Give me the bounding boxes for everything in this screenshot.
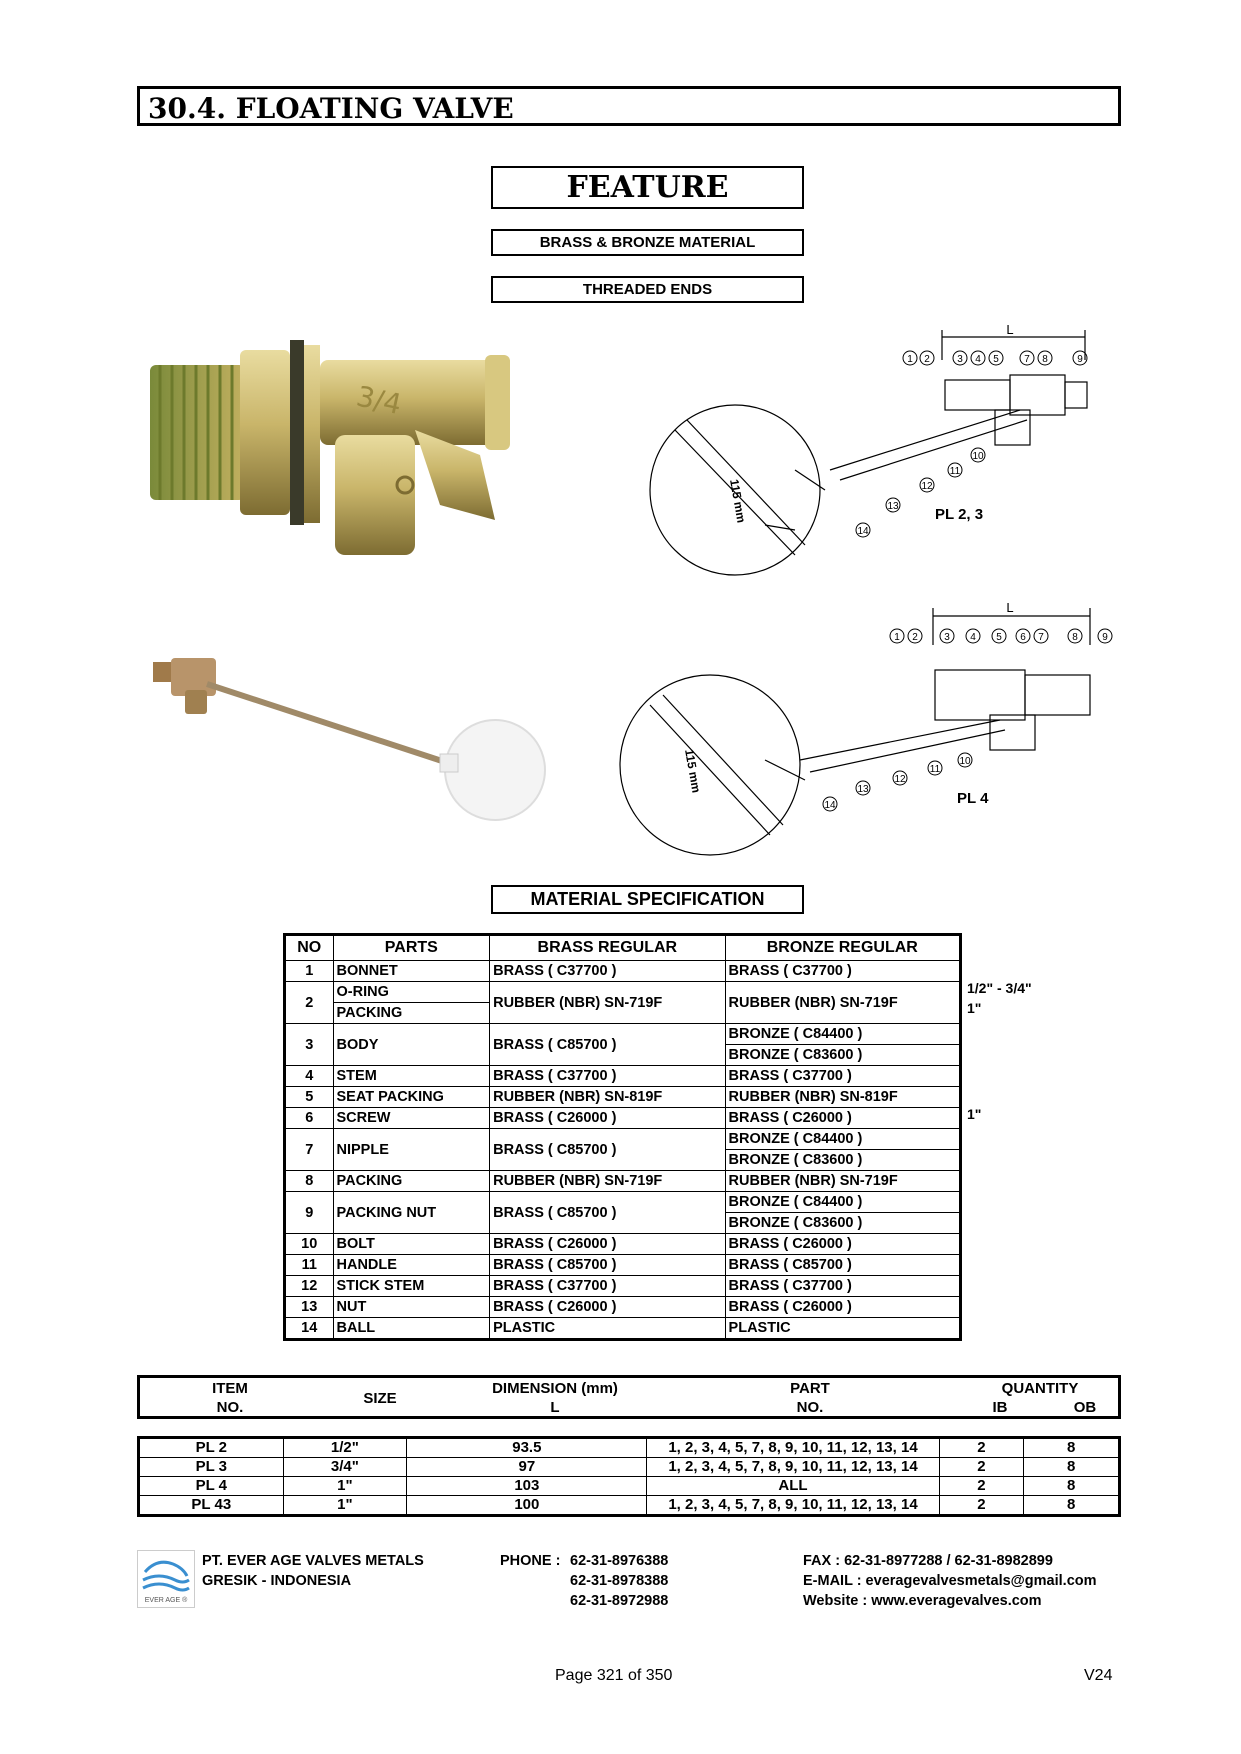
phone-2: 62-31-8978388 (570, 1573, 669, 1589)
item-no: PL 3 (139, 1458, 284, 1477)
row-part: HANDLE (333, 1255, 490, 1276)
balloon-13: 13 (887, 501, 899, 512)
row-part: BODY (333, 1024, 490, 1066)
row-no: 6 (285, 1108, 334, 1129)
note-screw-size: 1" (967, 1106, 982, 1122)
row-part: STICK STEM (333, 1276, 490, 1297)
material-spec-table (283, 933, 962, 1341)
item-ob: 8 (1024, 1477, 1120, 1496)
balloon-11: 11 (949, 466, 961, 477)
row-brass: BRASS ( C37700 ) (490, 1066, 725, 1087)
ball-marking-bottom: 115 mm (682, 748, 704, 794)
item-dimension: 93.5 (407, 1438, 647, 1458)
table-row (285, 1234, 961, 1255)
col-header-parts: PARTS (333, 935, 490, 961)
dim-label-top: L (1006, 322, 1014, 337)
hdr-dimension-l: L (550, 1399, 560, 1416)
hdr-part: PART (790, 1380, 830, 1397)
table-row (285, 961, 961, 982)
row-part: NIPPLE (333, 1129, 490, 1171)
row-brass: BRASS ( C85700 ) (490, 1129, 725, 1171)
row-bronze: BRASS ( C37700 ) (725, 1066, 960, 1087)
balloon-b14: 14 (824, 800, 836, 811)
col-header-no: NO (285, 935, 334, 961)
balloon-b8: 8 (1072, 632, 1078, 643)
item-table-header (137, 1375, 1121, 1419)
row-brass: RUBBER (NBR) SN-719F (490, 1171, 725, 1192)
row-bronze: BRONZE ( C83600 ) (725, 1045, 960, 1066)
item-dimension: 100 (407, 1496, 647, 1516)
valve-photo (140, 335, 560, 565)
row-no: 7 (285, 1129, 334, 1171)
item-no: PL 2 (139, 1438, 284, 1458)
table-row (285, 1066, 961, 1087)
hdr-quantity: QUANTITY (1001, 1380, 1079, 1397)
hdr-dimension: DIMENSION (mm) (492, 1380, 618, 1397)
section-title: 30.4. FLOATING VALVE (148, 92, 514, 125)
row-no: 13 (285, 1297, 334, 1318)
row-brass: BRASS ( C26000 ) (490, 1234, 725, 1255)
row-brass: BRASS ( C85700 ) (490, 1024, 725, 1066)
row-brass: BRASS ( C85700 ) (490, 1192, 725, 1234)
item-dimension: 103 (407, 1477, 647, 1496)
item-size: 1/2" (283, 1438, 407, 1458)
balloon-b13: 13 (857, 784, 869, 795)
row-part: BONNET (333, 961, 490, 982)
balloon-b10: 10 (959, 756, 971, 767)
logo-text: EVER AGE ® (144, 1597, 188, 1604)
item-ib: 2 (939, 1438, 1024, 1458)
balloon-b7: 7 (1038, 632, 1044, 643)
balloon-5: 5 (993, 354, 999, 365)
drawing-pl4 (605, 590, 1125, 860)
item-no: PL 4 (139, 1477, 284, 1496)
email[interactable]: E-MAIL : everagevalvesmetals@gmail.com (803, 1573, 1097, 1589)
website[interactable]: Website : www.everagevalves.com (803, 1593, 1042, 1609)
row-bronze: BRASS ( C85700 ) (725, 1255, 960, 1276)
balloon-b3: 3 (944, 632, 950, 643)
row-bronze: BRONZE ( C83600 ) (725, 1150, 960, 1171)
table-row (139, 1438, 1120, 1458)
item-ib: 2 (939, 1496, 1024, 1516)
row-no: 3 (285, 1024, 334, 1066)
balloon-b5: 5 (996, 632, 1002, 643)
row-bronze: BRASS ( C37700 ) (725, 1276, 960, 1297)
balloon-12: 12 (921, 481, 933, 492)
label-pl4: PL 4 (957, 790, 989, 807)
phone-label: PHONE : (500, 1553, 561, 1569)
row-bronze: BRONZE ( C84400 ) (725, 1024, 960, 1045)
label-pl2-3: PL 2, 3 (935, 506, 984, 523)
float-ball-photo (145, 650, 565, 850)
item-size: 3/4" (283, 1458, 407, 1477)
row-no: 10 (285, 1234, 334, 1255)
item-ib: 2 (939, 1458, 1024, 1477)
table-row (285, 1129, 961, 1150)
version: V24 (1084, 1667, 1113, 1684)
hdr-size: SIZE (363, 1390, 397, 1407)
col-header-brass: BRASS REGULAR (490, 935, 725, 961)
item-parts: 1, 2, 3, 4, 5, 7, 8, 9, 10, 11, 12, 13, 14 (647, 1496, 939, 1516)
row-part: PACKING (333, 1171, 490, 1192)
row-no: 5 (285, 1087, 334, 1108)
fax: FAX : 62-31-8977288 / 62-31-8982899 (803, 1553, 1053, 1569)
table-row (139, 1477, 1120, 1496)
col-header-bronze: BRONZE REGULAR (725, 935, 960, 961)
hdr-item: ITEM (212, 1380, 248, 1397)
row-no: 14 (285, 1318, 334, 1340)
phone-1: 62-31-8976388 (570, 1553, 669, 1569)
row-bronze: PLASTIC (725, 1318, 960, 1340)
row-bronze: BRASS ( C37700 ) (725, 961, 960, 982)
row-part: BALL (333, 1318, 490, 1340)
row-bronze: BRONZE ( C84400 ) (725, 1192, 960, 1213)
balloon-3: 3 (957, 354, 963, 365)
item-parts: 1, 2, 3, 4, 5, 7, 8, 9, 10, 11, 12, 13, 14 (647, 1458, 939, 1477)
item-ib: 2 (939, 1477, 1024, 1496)
company-location: GRESIK - INDONESIA (202, 1573, 352, 1589)
row-bronze: RUBBER (NBR) SN-719F (725, 1171, 960, 1192)
row-part: STEM (333, 1066, 490, 1087)
hdr-ib: IB (992, 1399, 1008, 1416)
row-no: 4 (285, 1066, 334, 1087)
page-number: Page 321 of 350 (555, 1667, 673, 1684)
balloon-9: 9 (1077, 354, 1083, 365)
row-brass: RUBBER (NBR) SN-719F (490, 982, 725, 1024)
item-size: 1" (283, 1496, 407, 1516)
feature-heading: FEATURE (491, 166, 804, 209)
drawing-pl2-3 (635, 320, 1115, 580)
company-name: PT. EVER AGE VALVES METALS (202, 1553, 424, 1569)
balloon-b1: 1 (894, 632, 900, 643)
feature-item-material: BRASS & BRONZE MATERIAL (491, 229, 804, 256)
row-no: 11 (285, 1255, 334, 1276)
material-spec-heading: MATERIAL SPECIFICATION (491, 885, 804, 914)
row-bronze: RUBBER (NBR) SN-719F (725, 982, 960, 1024)
item-parts: ALL (647, 1477, 939, 1496)
item-dimension: 97 (407, 1458, 647, 1477)
section-title-box (137, 86, 1121, 126)
hdr-part-no: NO. (796, 1399, 824, 1416)
row-part: BOLT (333, 1234, 490, 1255)
table-row (285, 1024, 961, 1045)
row-bronze: BRASS ( C26000 ) (725, 1108, 960, 1129)
row-part: SEAT PACKING (333, 1087, 490, 1108)
item-parts: 1, 2, 3, 4, 5, 7, 8, 9, 10, 11, 12, 13, 14 (647, 1438, 939, 1458)
item-table (137, 1436, 1121, 1517)
row-part: SCREW (333, 1108, 490, 1129)
table-row (139, 1496, 1120, 1516)
balloon-2: 2 (924, 354, 930, 365)
row-part: PACKING NUT (333, 1192, 490, 1234)
note-packing-size: 1" (967, 1000, 982, 1016)
hdr-ob: OB (1073, 1399, 1097, 1416)
row-no: 8 (285, 1171, 334, 1192)
row-no: 1 (285, 961, 334, 982)
row-bronze: BRONZE ( C83600 ) (725, 1213, 960, 1234)
row-no: 9 (285, 1192, 334, 1234)
hdr-item-no: NO. (216, 1399, 244, 1416)
balloon-8: 8 (1042, 354, 1048, 365)
item-no: PL 43 (139, 1496, 284, 1516)
row-brass: BRASS ( C37700 ) (490, 961, 725, 982)
row-bronze: RUBBER (NBR) SN-819F (725, 1087, 960, 1108)
table-row (285, 1297, 961, 1318)
row-brass: BRASS ( C26000 ) (490, 1108, 725, 1129)
balloon-7: 7 (1024, 354, 1030, 365)
balloon-10: 10 (972, 451, 984, 462)
table-row (139, 1458, 1120, 1477)
table-row (285, 1192, 961, 1213)
table-row (285, 1087, 961, 1108)
row-part: O-RING (333, 982, 490, 1003)
table-row (285, 1171, 961, 1192)
balloon-b6: 6 (1020, 632, 1026, 643)
ball-marking-top: 115 mm (727, 478, 749, 524)
table-row (285, 1255, 961, 1276)
balloon-b4: 4 (970, 632, 976, 643)
row-no: 2 (285, 982, 334, 1024)
table-header-row (285, 935, 961, 961)
balloon-4: 4 (975, 354, 981, 365)
row-bronze: BRONZE ( C84400 ) (725, 1129, 960, 1150)
balloon-14: 14 (857, 526, 869, 537)
feature-item-threaded-ends: THREADED ENDS (491, 276, 804, 303)
table-row (285, 1318, 961, 1340)
item-ob: 8 (1024, 1496, 1120, 1516)
row-bronze: BRASS ( C26000 ) (725, 1297, 960, 1318)
row-brass: PLASTIC (490, 1318, 725, 1340)
item-size: 1" (283, 1477, 407, 1496)
table-row (285, 1276, 961, 1297)
note-o-ring-size: 1/2" - 3/4" (967, 980, 1032, 996)
balloon-b9: 9 (1102, 632, 1108, 643)
row-brass: BRASS ( C37700 ) (490, 1276, 725, 1297)
item-ob: 8 (1024, 1438, 1120, 1458)
row-no: 12 (285, 1276, 334, 1297)
row-part: PACKING (333, 1003, 490, 1024)
balloon-b11: 11 (929, 764, 941, 775)
phone-3: 62-31-8972988 (570, 1593, 669, 1609)
photo-marking: 3/4 (353, 379, 405, 422)
dim-label-bottom: L (1006, 600, 1014, 615)
row-brass: BRASS ( C26000 ) (490, 1297, 725, 1318)
row-bronze: BRASS ( C26000 ) (725, 1234, 960, 1255)
table-row (285, 1108, 961, 1129)
row-part: NUT (333, 1297, 490, 1318)
row-brass: RUBBER (NBR) SN-819F (490, 1087, 725, 1108)
table-row (285, 982, 961, 1003)
row-brass: BRASS ( C85700 ) (490, 1255, 725, 1276)
balloon-b2: 2 (912, 632, 918, 643)
company-logo (137, 1550, 195, 1608)
balloon-b12: 12 (894, 774, 906, 785)
item-ob: 8 (1024, 1458, 1120, 1477)
balloon-1: 1 (907, 354, 913, 365)
